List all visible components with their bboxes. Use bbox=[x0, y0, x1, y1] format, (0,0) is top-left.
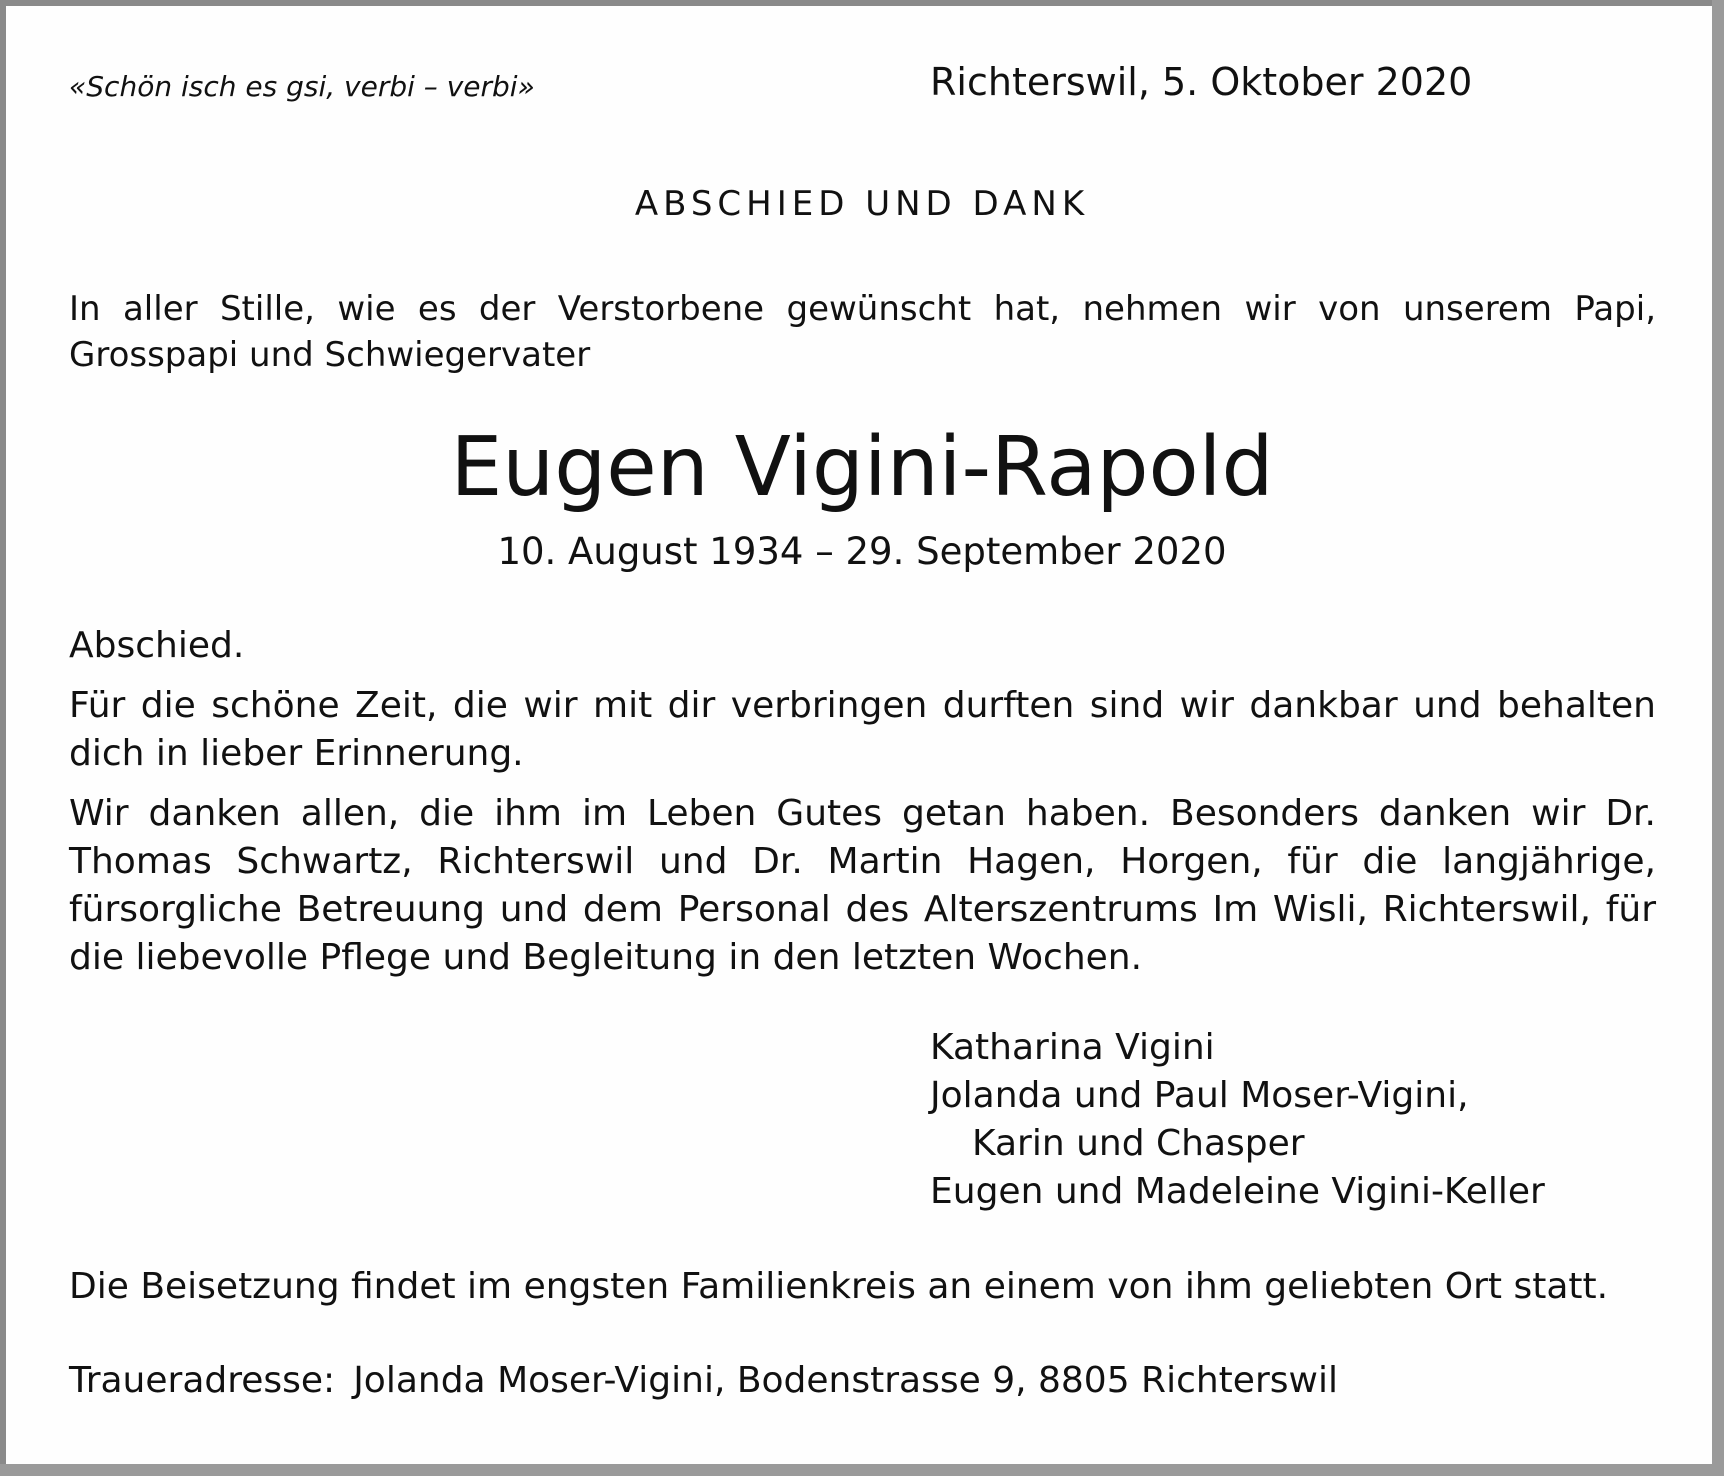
deceased-name: Eugen Vigini-Rapold bbox=[450, 420, 1274, 515]
family-member: Katharina Vigini bbox=[930, 1027, 1215, 1068]
gratitude-text: Für die schöne Zeit, die wir mit dir verbringen durften sind wir dankbar und behalten dich in lieber Erinnerung. bbox=[69, 685, 1656, 774]
life-dates: 10. August 1934 – 29. September 2020 bbox=[497, 530, 1227, 573]
motto-quote: «Schön isch es gsi, verbi – verbi» bbox=[69, 70, 535, 103]
mourning-address bbox=[69, 1360, 1338, 1401]
place-date: Richterswil, 5. Oktober 2020 bbox=[930, 60, 1473, 104]
family-member: Karin und Chasper bbox=[972, 1123, 1305, 1164]
family-member: Jolanda und Paul Moser-Vigini, bbox=[930, 1075, 1469, 1116]
address-value: Jolanda Moser-Vigini, Bodenstrasse 9, 8805 Richterswil bbox=[353, 1360, 1338, 1401]
burial-note: Die Beisetzung findet im engsten Familienkreis an einem von ihm geliebten Ort statt. bbox=[69, 1266, 1609, 1307]
thanks-text: Wir danken allen, die ihm im Leben Gutes getan haben. Besonders danken wir Dr. Thomas Schwartz, Richterswil und Dr. Martin Hagen, Horgen, für die langjährige, fürsorgliche Betreuung und dem Personal des Alterszentrums Im Wisli, Richterswil, für die liebevolle Pflege und Begleitung in den letzten Wochen. bbox=[69, 793, 1656, 978]
address-label: Traueradresse: bbox=[69, 1360, 336, 1401]
family-member: Eugen und Madeleine Vigini-Keller bbox=[930, 1171, 1545, 1212]
farewell-text: Abschied. bbox=[69, 625, 245, 666]
family-signatures bbox=[930, 1024, 1545, 1216]
intro-text: In aller Stille, wie es der Verstorbene gewünscht hat, nehmen wir von unserem Papi, Grosspapi und Schwiegervater bbox=[69, 289, 1656, 375]
notice-heading: ABSCHIED UND DANK bbox=[634, 184, 1090, 224]
